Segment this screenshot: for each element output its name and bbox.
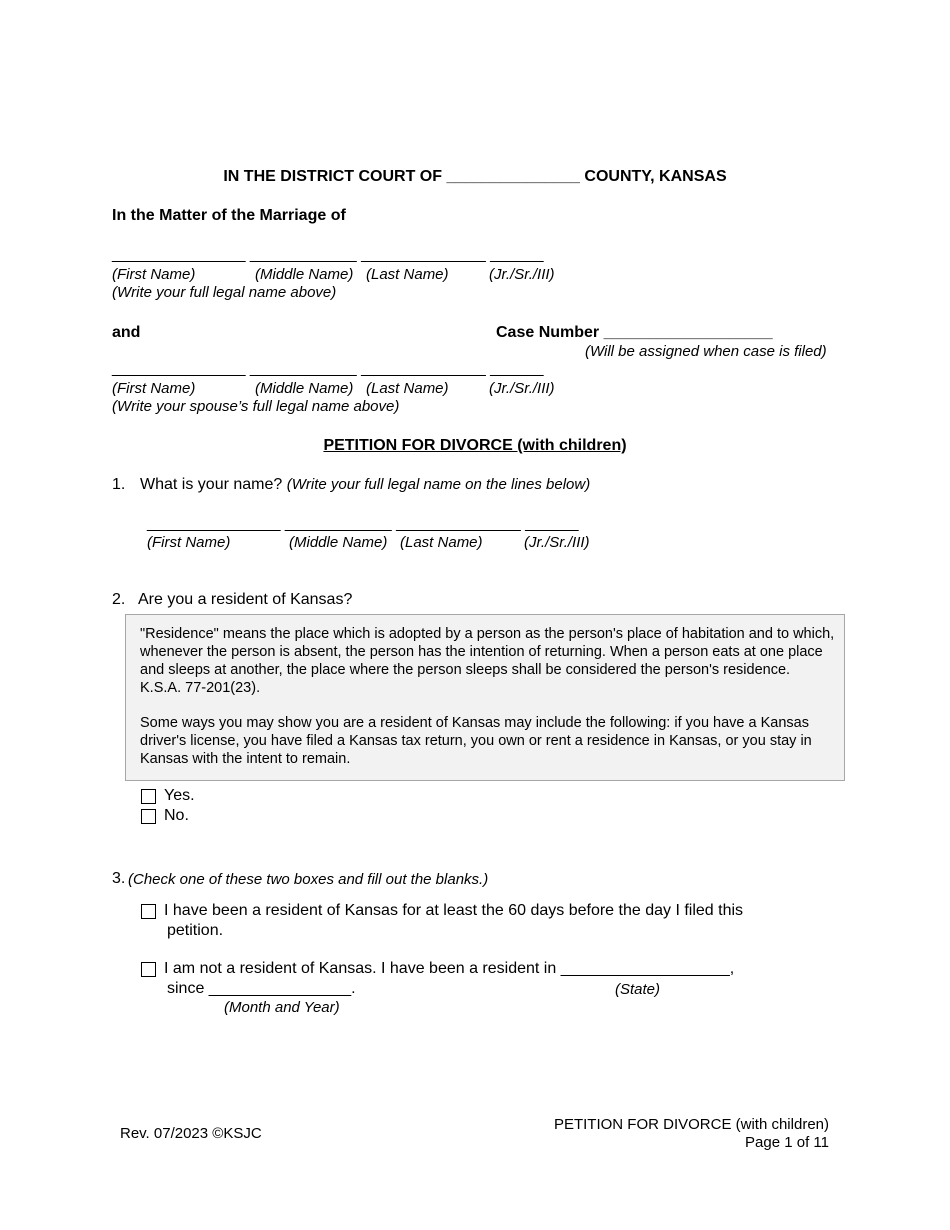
q3-option1-line2: petition. xyxy=(167,922,224,939)
party1-instruction: (Write your full legal name above) xyxy=(112,284,337,301)
q1-suffix-label: (Jr./Sr./III) xyxy=(524,534,590,551)
court-title: IN THE DISTRICT COURT OF _______________ COUNTY, KANSAS xyxy=(223,168,727,185)
party2-first-label: (First Name) xyxy=(112,380,196,397)
q3-option2-line1[interactable]: I am not a resident of Kansas. I have been a resident in ___________________, xyxy=(164,960,735,977)
q1-last-label: (Last Name) xyxy=(400,534,483,551)
q1-middle-label: (Middle Name) xyxy=(289,534,388,551)
q3-month-year-label: (Month and Year) xyxy=(224,999,340,1016)
party1-first-label: (First Name) xyxy=(112,266,196,283)
q3-option2-checkbox[interactable] xyxy=(141,962,156,977)
q2-yes-checkbox[interactable] xyxy=(141,789,156,804)
q3-state-label: (State) xyxy=(615,981,661,998)
and-label: and xyxy=(112,324,141,341)
party2-name-line[interactable]: _______________ ____________ ______________ ______ xyxy=(112,360,544,377)
footer-form-name: PETITION FOR DIVORCE (with children) xyxy=(553,1116,829,1133)
document-title: PETITION FOR DIVORCE (with children) xyxy=(323,437,627,454)
residence-definition: "Residence" means the place which is adopted by a person as the person's place of habitation and to which, whenever the person is absent, the person has the intention of returning. When a person eats at one place and sleeps at another, the place where the person sleeps shall be considered the person's residence. K.S.A. 77-201(23). xyxy=(140,626,835,696)
q3-option1-checkbox[interactable] xyxy=(141,904,156,919)
q2-question: Are you a resident of Kansas? xyxy=(138,591,353,608)
party2-instruction: (Write your spouse’s full legal name above) xyxy=(112,398,400,415)
case-number-field[interactable]: Case Number ___________________ xyxy=(496,324,773,341)
q1-question-text: What is your name? xyxy=(140,476,283,493)
party2-middle-label: (Middle Name) xyxy=(255,380,354,397)
q3-number: 3. xyxy=(112,870,126,887)
footer-revision: Rev. 07/2023 ©KSJC xyxy=(120,1125,262,1142)
q1-first-label: (First Name) xyxy=(147,534,231,551)
q3-option2-line2[interactable]: since ________________. xyxy=(167,980,356,997)
q3-hint: (Check one of these two boxes and fill out the blanks.) xyxy=(128,871,489,888)
q3-option1-line1: I have been a resident of Kansas for at least the 60 days before the day I filed this xyxy=(164,902,744,919)
party2-last-label: (Last Name) xyxy=(366,380,449,397)
matter-heading: In the Matter of the Marriage of xyxy=(112,207,346,224)
party1-suffix-label: (Jr./Sr./III) xyxy=(489,266,555,283)
case-number-note: (Will be assigned when case is filed) xyxy=(585,343,827,360)
q2-number: 2. xyxy=(112,591,126,608)
residence-info-box xyxy=(125,614,845,781)
footer-page-number: Page 1 of 11 xyxy=(745,1134,829,1151)
q2-no-checkbox[interactable] xyxy=(141,809,156,824)
party2-suffix-label: (Jr./Sr./III) xyxy=(489,380,555,397)
party1-middle-label: (Middle Name) xyxy=(255,266,354,283)
q2-no-label: No. xyxy=(164,807,189,824)
residence-proof-examples: Some ways you may show you are a resident of Kansas may include the following: if you have a Kansas driver's license, you have filed a Kansas tax return, you own or rent a residence in Kansas, or you stay in Kansas with the intent to remain. xyxy=(140,715,812,767)
q1-number: 1. xyxy=(112,476,126,493)
q1-question xyxy=(140,476,590,494)
q1-hint: (Write your full legal name on the lines below) xyxy=(286,476,591,493)
q1-name-line[interactable]: _______________ ____________ ______________ ______ xyxy=(147,515,579,532)
q2-yes-label: Yes. xyxy=(164,787,195,804)
party1-name-line[interactable]: _______________ ____________ ______________ ______ xyxy=(112,246,544,263)
party1-last-label: (Last Name) xyxy=(366,266,449,283)
